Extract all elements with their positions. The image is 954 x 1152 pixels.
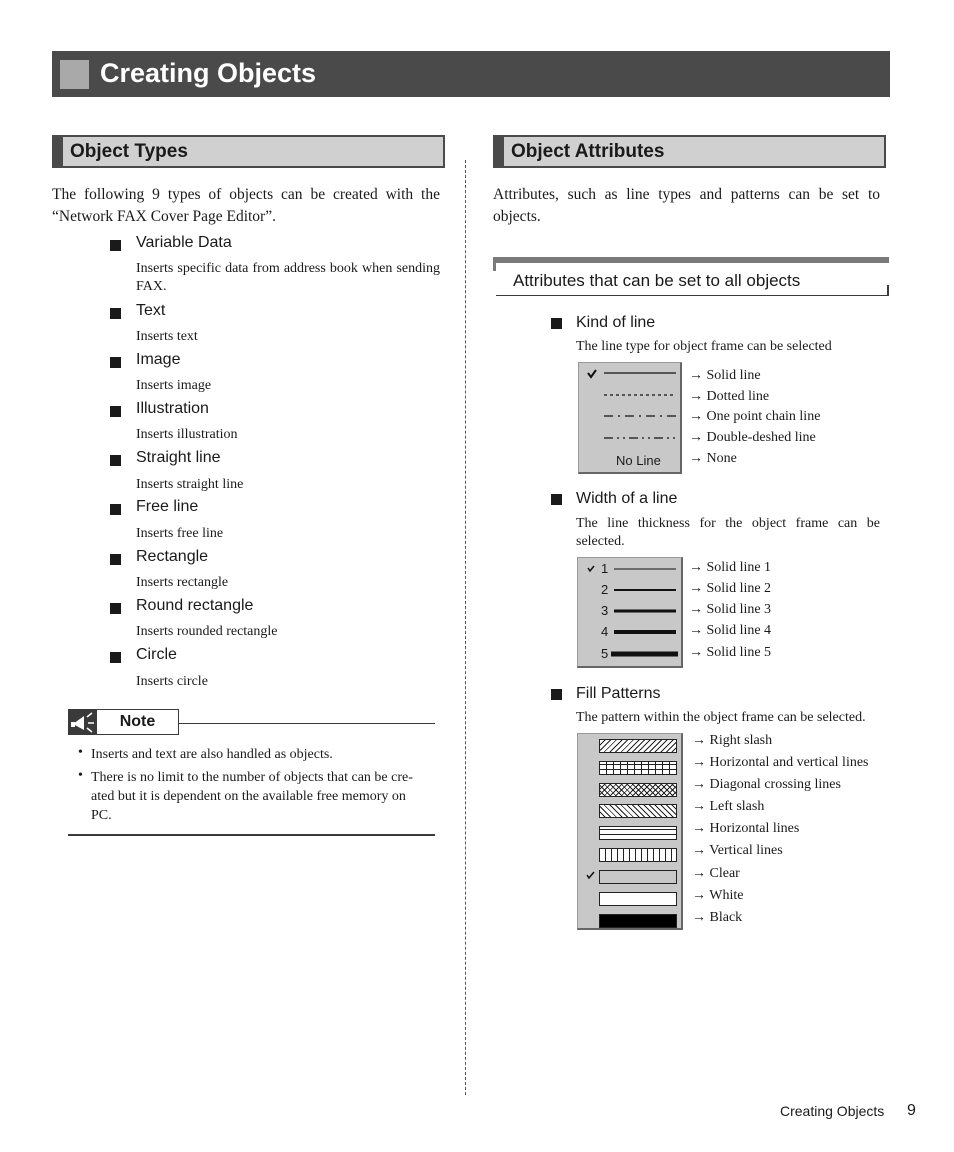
fill-patterns-desc: The pattern within the object frame can be selected. — [576, 710, 866, 725]
subheading-left-tick — [493, 263, 496, 271]
vertical-lines-pattern — [599, 848, 677, 862]
fill-pattern-option: → Diagonal crossing lines — [692, 777, 841, 792]
bullet-square-icon — [110, 357, 121, 368]
line-type-option: → None — [689, 451, 737, 466]
bullet-square-icon — [110, 504, 121, 515]
fill-pattern-option: → Black — [692, 910, 743, 925]
width-number: 1 — [601, 561, 609, 576]
note-bullet-text: Inserts and text are also handled as objects. — [91, 747, 333, 762]
footer-section-name: Creating Objects — [780, 1103, 885, 1119]
line-width-menu[interactable] — [577, 557, 683, 668]
line-type-option: → Solid line — [689, 368, 761, 383]
list-item-label: Text — [136, 302, 166, 319]
list-item-desc: Inserts free line — [136, 526, 224, 541]
width-of-line-label: Width of a line — [576, 490, 678, 507]
bullet-square-icon — [551, 494, 562, 505]
list-item-label: Straight line — [136, 449, 221, 466]
list-item-desc: Inserts rectangle — [136, 575, 229, 590]
subheading-top-bar — [493, 257, 889, 263]
width-number: 5 — [601, 646, 609, 661]
line-type-option: → Double-deshed line — [689, 430, 816, 445]
list-item-desc: Inserts rounded rectangle — [136, 624, 278, 639]
list-item-desc: Inserts image — [136, 378, 212, 393]
width-number: 4 — [601, 624, 609, 639]
line-width-option: → Solid line 3 — [689, 602, 772, 617]
fill-pattern-option: → Horizontal lines — [692, 821, 800, 836]
note-megaphone-icon — [68, 709, 96, 735]
column-divider — [465, 160, 466, 1095]
white-pattern — [599, 892, 677, 906]
note-box — [68, 709, 435, 836]
note-bottom-rule — [68, 834, 435, 836]
list-item-label: Rectangle — [136, 548, 209, 565]
list-item-desc: Inserts straight line — [136, 477, 244, 492]
subheading-text: Attributes that can be set to all objects — [513, 271, 801, 290]
line-width-option: → Solid line 4 — [689, 623, 772, 638]
line-type-option: → One point chain line — [689, 409, 821, 424]
bullet-square-icon — [110, 308, 121, 319]
title-square-icon — [60, 60, 89, 89]
fill-pattern-option: → Horizontal and vertical lines — [692, 755, 869, 770]
list-item-label: Round rectangle — [136, 597, 254, 614]
page-number: 9 — [907, 1102, 916, 1119]
section-heading-object-attributes — [493, 135, 886, 168]
bullet-square-icon — [110, 652, 121, 663]
list-item-desc: Inserts circle — [136, 674, 208, 689]
object-types-intro: The following 9 types of objects can be created with the “Network FAX Cover Page Editor”. — [52, 186, 440, 225]
fill-pattern-option: → Clear — [692, 866, 740, 881]
note-bullet-dot: • — [78, 768, 83, 783]
width-number: 3 — [601, 603, 609, 618]
fill-pattern-option: → Left slash — [692, 799, 765, 814]
line-width-option: → Solid line 5 — [689, 645, 772, 660]
left-slash-pattern — [599, 804, 677, 818]
fill-patterns-label: Fill Patterns — [576, 685, 661, 702]
black-pattern — [599, 914, 677, 928]
bullet-square-icon — [551, 318, 562, 329]
fill-pattern-option: → Vertical lines — [692, 843, 783, 858]
subheading-right-tick — [887, 285, 889, 296]
width-number: 2 — [601, 582, 609, 597]
subheading-box — [493, 257, 889, 297]
bullet-square-icon — [110, 554, 121, 565]
line-width-option: → Solid line 1 — [689, 560, 772, 575]
list-item-desc: Inserts illustration — [136, 427, 238, 442]
page-title-bar — [52, 51, 890, 97]
note-label: Note — [96, 709, 179, 735]
horizontal-lines-pattern — [599, 826, 677, 840]
list-item-label: Image — [136, 351, 181, 368]
page-title: Creating Objects — [100, 58, 317, 88]
bullet-square-icon — [551, 689, 562, 700]
note-bullet-text: There is no limit to the number of objects that can be cre-ated but it is dependent on the available free memory on PC. — [91, 770, 413, 823]
line-type-option: → Dotted line — [689, 389, 770, 404]
right-slash-pattern — [599, 739, 677, 753]
width-of-line-desc: The line thickness for the object frame can be selected. — [576, 516, 880, 549]
object-attributes-intro: Attributes, such as line types and patterns can be set to objects. — [493, 186, 880, 225]
list-item-label: Circle — [136, 646, 177, 663]
list-item-desc: Inserts text — [136, 329, 198, 344]
fill-pattern-menu[interactable] — [577, 733, 683, 930]
list-item-label: Free line — [136, 498, 199, 515]
fill-pattern-option: → Right slash — [692, 733, 773, 748]
list-item-desc: Inserts specific data from address book when sending FAX. — [136, 261, 440, 294]
subheading-bottom-rule — [496, 295, 889, 296]
list-item-label: Variable Data — [136, 234, 232, 251]
note-rule — [179, 723, 435, 724]
bullet-square-icon — [110, 455, 121, 466]
bullet-square-icon — [110, 603, 121, 614]
kind-of-line-label: Kind of line — [576, 314, 656, 331]
fill-pattern-option: → White — [692, 888, 744, 903]
diagonal-cross-pattern — [599, 783, 677, 797]
line-width-samples — [578, 558, 678, 666]
line-width-option: → Solid line 2 — [689, 581, 772, 596]
section-heading-object-types — [52, 135, 445, 168]
clear-pattern — [599, 870, 677, 884]
bullet-square-icon — [110, 406, 121, 417]
line-type-menu[interactable] — [578, 362, 682, 474]
kind-of-line-desc: The line type for object frame can be selected — [576, 339, 832, 354]
section-heading-text: Object Attributes — [511, 141, 665, 162]
list-item-label: Illustration — [136, 400, 209, 417]
grid-pattern — [599, 761, 677, 775]
section-heading-text: Object Types — [70, 141, 188, 162]
no-line-text: No Line — [616, 453, 661, 468]
note-bullet-dot: • — [78, 745, 83, 760]
bullet-square-icon — [110, 240, 121, 251]
checkmark-icon — [586, 870, 596, 880]
